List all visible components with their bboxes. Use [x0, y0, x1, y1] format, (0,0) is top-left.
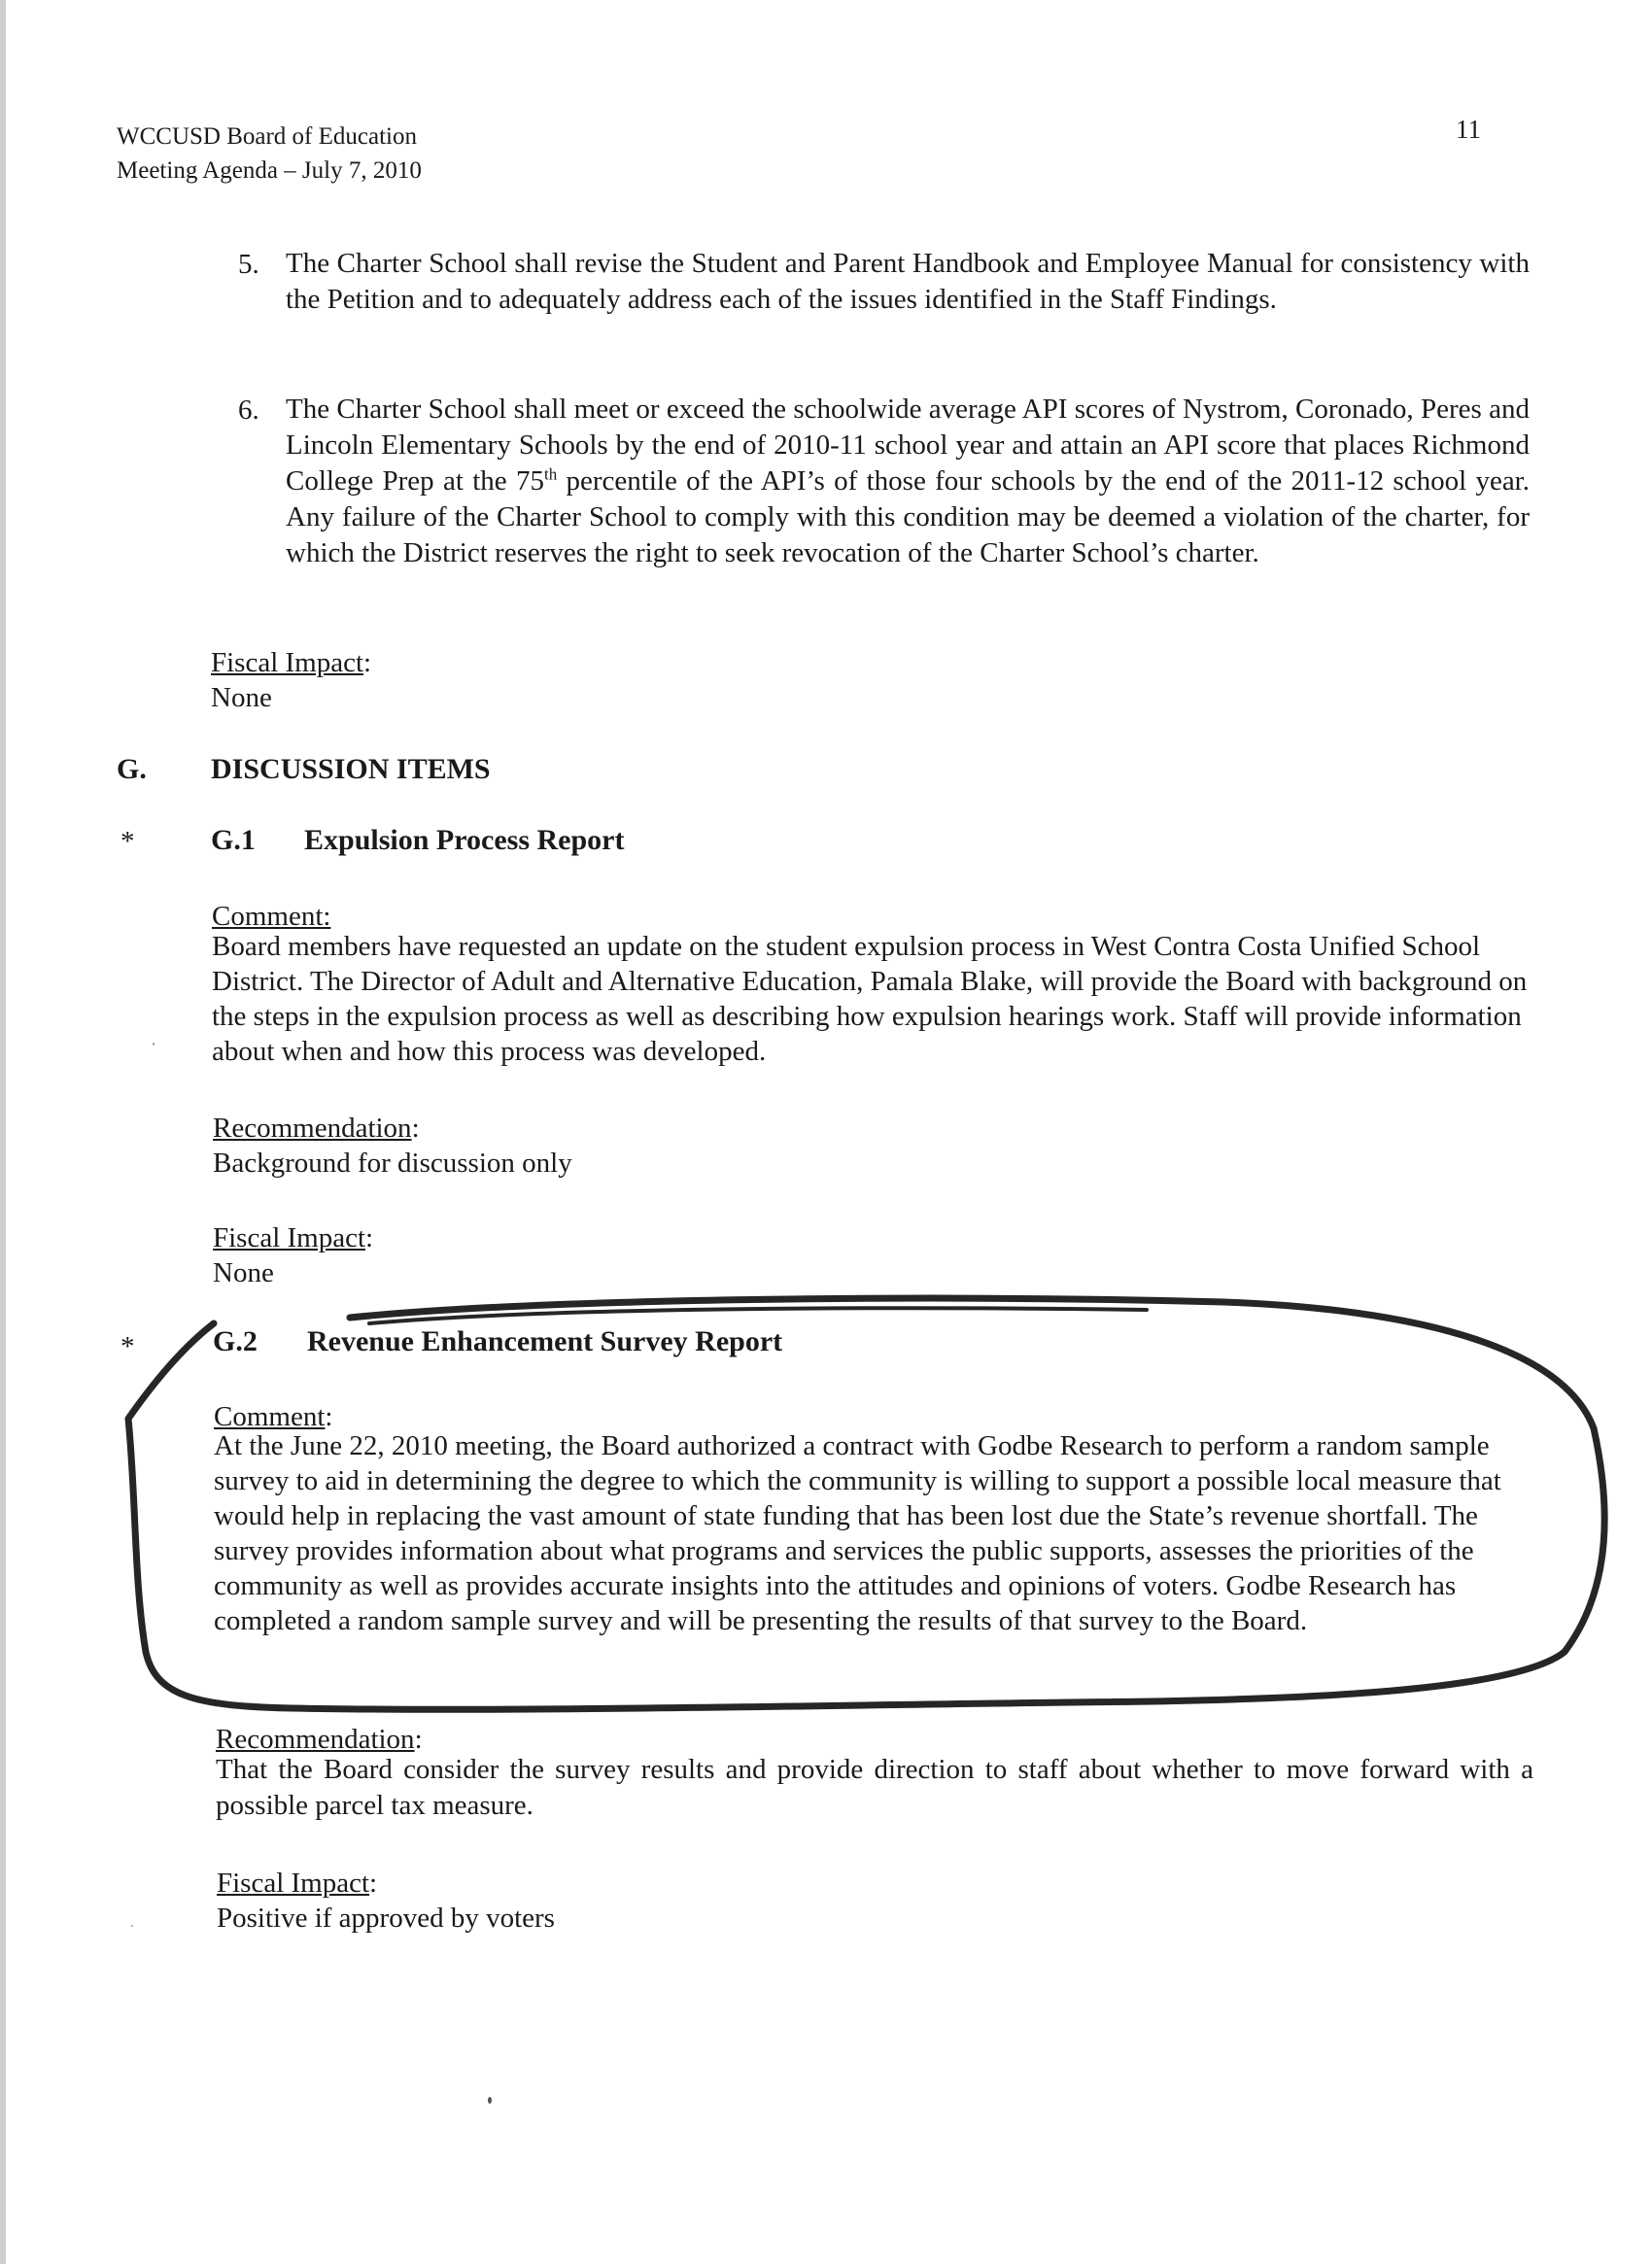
g2-title: Revenue Enhancement Survey Report [307, 1325, 783, 1357]
g2-comment-heading: Comment: [214, 1401, 333, 1432]
g1-comment-label: Comment: [212, 901, 331, 932]
condition-6-text: The Charter School shall meet or exceed the schoolwide average API scores of Nystrom, Coronado, Peres and Lincoln Elementary Schools by the end of 2010-11 school year and attain an API score that places Richmond College Prep at the 75th percentile of the API’s of those four schools by the end of the 2011-12 school year. Any failure of the Charter School to comply with this condition may be deemed a violation of the charter, for which the District reserves the right to seek revocation of the Charter School’s charter. [286, 394, 1530, 568]
g1-recommendation-label: Recommendation [213, 1113, 412, 1144]
condition-5-number: 5. [238, 249, 259, 280]
g2-fiscal-label: Fiscal Impact [217, 1868, 370, 1899]
g1-star: * [120, 826, 135, 857]
scan-speck [153, 1043, 155, 1046]
section-g-letter: G. [117, 753, 147, 785]
g1-fiscal-label: Fiscal Impact [213, 1222, 366, 1253]
g1-number: G.1 [211, 824, 256, 856]
header-org: WCCUSD Board of Education [117, 123, 417, 150]
g2-comment: At the June 22, 2010 meeting, the Board authorized a contract with Godbe Research to perform a random sample survey to aid in determining the degree to which the community is willing to support a possible local measure that would help in replacing the vast amount of state funding that has been lost due the State’s revenue shortfall. The survey provides information about what programs and services the public supports, assesses the priorities of the community as well as provides accurate insights into the attitudes and opinions of voters. Godbe Research has completed a random sample survey and will be presenting the results of that survey to the Board. [214, 1430, 1501, 1636]
g2-fiscal-impact: Fiscal Impact: Positive if approved by voters [217, 1868, 555, 1934]
scan-speck [488, 2097, 492, 2104]
condition-6-number: 6. [238, 394, 259, 426]
fiscal-impact-value: None [211, 682, 272, 713]
g2-recommendation-heading: Recommendation: [216, 1724, 423, 1755]
scan-speck [131, 1925, 133, 1927]
g2-recommendation-text: That the Board consider the survey results and provide direction to staff about whether to move forward with a possible parcel tax measure. [216, 1754, 1533, 1821]
header-meeting: Meeting Agenda – July 7, 2010 [117, 157, 422, 184]
document-header [117, 120, 422, 188]
superscript-th: th [543, 464, 558, 484]
g1-fiscal-value: None [213, 1257, 274, 1288]
page-number: 11 [1456, 115, 1481, 144]
g1-recommendation-text: Background for discussion only [213, 1148, 572, 1179]
scan-edge [0, 0, 6, 2264]
g2-number: G.2 [213, 1325, 258, 1357]
section-g-title: DISCUSSION ITEMS [211, 753, 491, 785]
condition-5-text: The Charter School shall revise the Student and Parent Handbook and Employee Manual for consistency with the Petition and to adequately address each of the issues identified in the Staff Findings. [286, 248, 1530, 315]
g1-fiscal-impact: Fiscal Impact: None [213, 1222, 374, 1288]
g1-title: Expulsion Process Report [304, 824, 625, 856]
g2-star: * [120, 1331, 135, 1362]
fiscal-impact-label: Fiscal Impact [211, 647, 364, 678]
g2-comment-label: Comment [214, 1401, 326, 1432]
g1-recommendation: Recommendation: Background for discussion only [213, 1113, 572, 1179]
fiscal-impact-f: Fiscal Impact: None [211, 647, 372, 713]
g2-fiscal-value: Positive if approved by voters [217, 1903, 555, 1934]
g1-comment: Board members have requested an update on the student expulsion process in West Contra Costa Unified School District. The Director of Adult and Alternative Education, Pamala Blake, will provide the Board with background on the steps in the expulsion process as well as describing how expulsion hearings work. Staff will provide information about when and how this process was developed. [212, 931, 1528, 1067]
g2-recommendation-label: Recommendation [216, 1724, 415, 1755]
